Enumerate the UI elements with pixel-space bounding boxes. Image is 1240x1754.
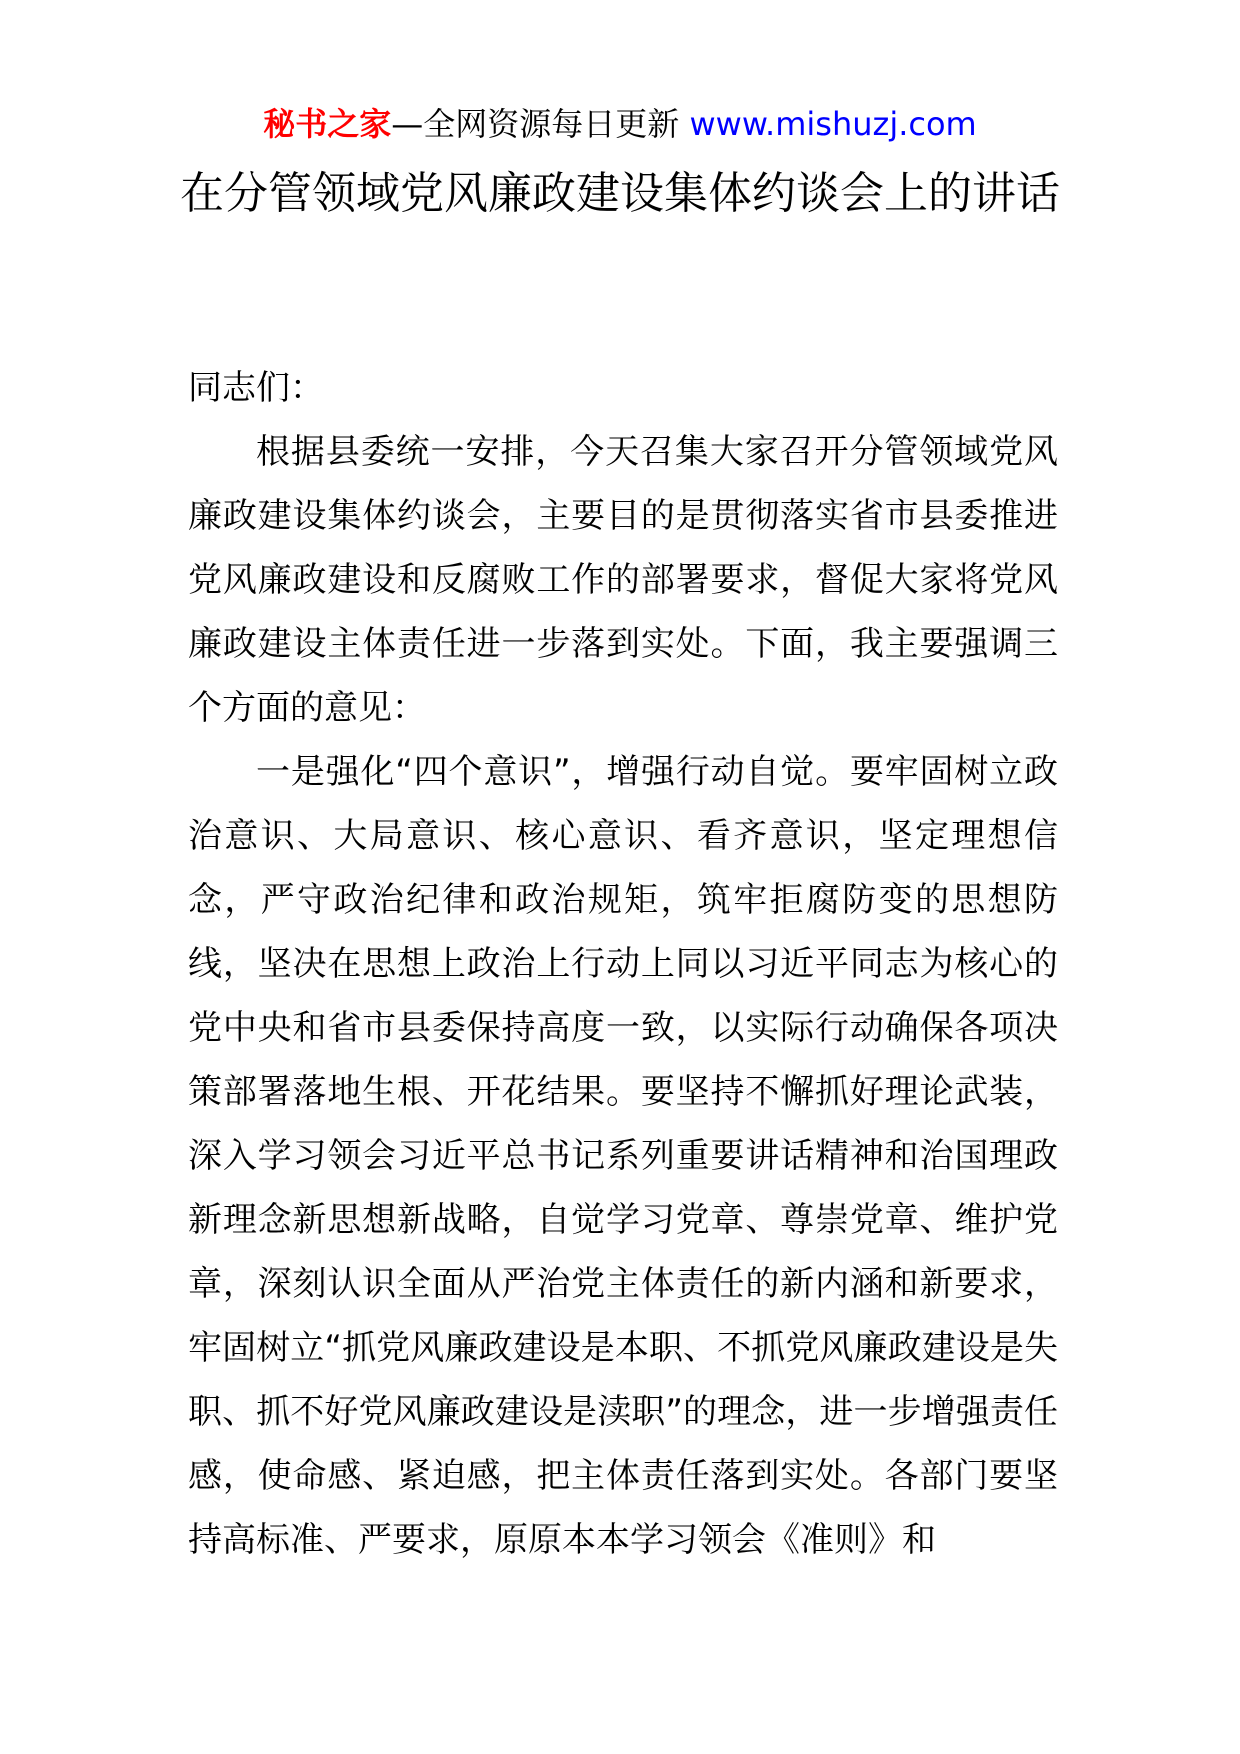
site-banner [0,102,1240,146]
salutation: 同志们： [188,368,324,408]
document-body [188,356,1058,1572]
document-title: 在分管领域党风廉政建设集体约谈会上的讲话 [180,168,1060,219]
paragraph-point-one: 一是强化“四个意识”，增强行动自觉。要牢固树立政治意识、大局意识、核心意识、看齐意识，坚定理想信念，严守政治纪律和政治规矩，筑牢拒腐防变的思想防线，坚决在思想上政治上行动上同以习近平同志为核心的党中央和省市县委保持高度一致，以实际行动确保各项决策部署落地生根、开花结果。要坚持不懈抓好理论武装，深入学习领会习近平总书记系列重要讲话精神和治国理政新理念新思想新战略，自觉学习党章、尊崇党章、维护党章，深刻认识全面从严治党主体责任的新内涵和新要求，牢固树立“抓党风廉政建设是本职、不抓党风廉政建设是失职、抓不好党风廉政建设是渎职”的理念，进一步增强责任感，使命感、紧迫感，把主体责任落到实处。各部门要坚持高标准、严要求，原原本本学习领会《准则》和 [188,752,1058,1560]
site-url-link[interactable]: www.mishuzj.com [689,105,977,143]
paragraph-intro: 根据县委统一安排，今天召集大家召开分管领域党风廉政建设集体约谈会，主要目的是贯彻落实省市县委推进党风廉政建设和反腐败工作的部署要求，督促大家将党风廉政建设主体责任进一步落到实处。下面，我主要强调三个方面的意见： [188,432,1058,728]
site-brand: 秘书之家 [263,105,392,143]
site-tagline: —全网资源每日更新 [391,105,690,143]
